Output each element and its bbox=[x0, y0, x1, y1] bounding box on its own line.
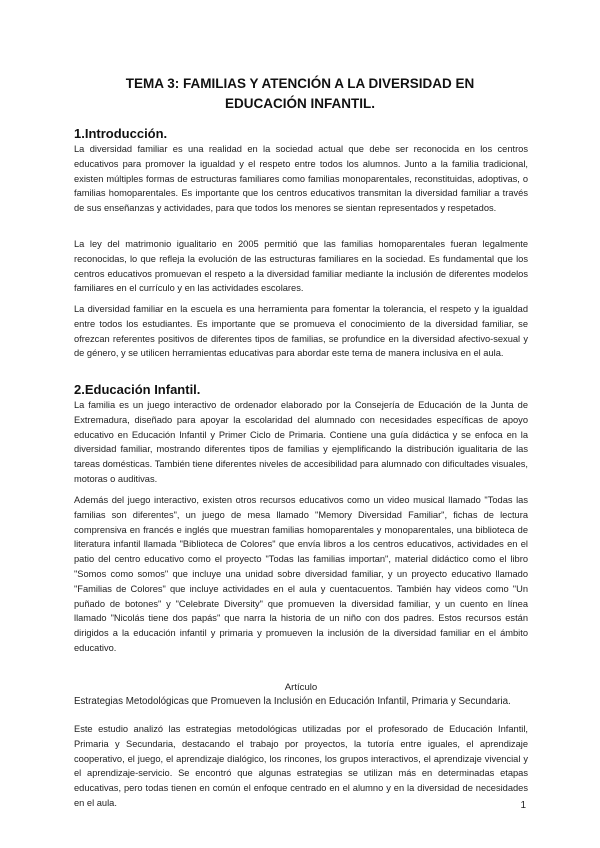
section-2-paragraph-2: Además del juego interactivo, existen otros recursos educativos como un video musical llamado "Todas las familias son diferentes", un juego de mesa llamado "Memory Diversidad Familiar", fichas de lectura comprensiva en francés e inglés que muestran familias homoparentales y monoparentales, una biblioteca de literatura infantil llamada "Biblioteca de Colores" que envía libros a los centros educativos, actividades en el patio del centro educativo como el proyecto "Todas las familias importan", material didáctico como el libro "Somos como somos" que incluye una unidad sobre diversidad familiar, y un proyecto educativo llamado "Familias de Colores" que incluye actividades en el aula y cuentacuentos. También hay videos como "Un puñado de botones" y "Celebrate Diversity" que promueven la diversidad familiar, y un cuento en línea llamado "Nicolás tiene dos papás" que narra la historia de un niño con dos padres. Estos recursos están dirigidos a la educación infantil y primaria y promueven la inclusión de la diversidad familiar en el ámbito educativo. bbox=[74, 495, 528, 653]
section-1-heading: 1.Introducción. bbox=[74, 126, 168, 141]
section-2-paragraph-1: La familia es un juego interactivo de ordenador elaborado por la Consejería de Educación de la Junta de Extremadura, diseñado para apoyar la escolaridad del alumnado con necesidades específicas de apoyo educativo en Educación Infantil y Primer Ciclo de Primaria. Contiene una guía didáctica y se enfoca en la diversidad familiar, mostrando diferentes tipos de familias y ejemplificando la distribución igualitaria de las tareas domésticas. También tiene diferentes niveles de accesibilidad para alumnado con dificultades visuales, motoras o auditivas. bbox=[74, 400, 528, 484]
title-line-1: TEMA 3: FAMILIAS Y ATENCIÓN A LA DIVERSIDAD EN bbox=[125, 76, 475, 91]
article-label: Artículo bbox=[284, 682, 318, 693]
page-number: 1 bbox=[520, 800, 526, 811]
section-2-heading: 2.Educación Infantil. bbox=[74, 382, 201, 397]
document-title bbox=[60, 74, 540, 114]
article-title: Estrategias Metodológicas que Promueven la Inclusión en Educación Infantil, Primaria y Secundaria. bbox=[74, 696, 511, 707]
article-body: Este estudio analizó las estrategias metodológicas utilizadas por el profesorado de Educación Infantil, Primaria y Secundaria, destacando el trabajo por proyectos, la tutoría entre iguales, el aprendizaje cooperativo, el juego, el aprendizaje dialógico, los rincones, los grupos interactivos, el aprendizaje vivencial y el aprendizaje-servicio. Se encontró que algunas estrategias se utilizan más en determinadas etapas educativas, pero todas tienen en común el enfoque centrado en el alumno y en la diversidad de necesidades en el aula. bbox=[74, 724, 528, 808]
section-1-paragraph-3: La diversidad familiar en la escuela es una herramienta para fomentar la tolerancia, el respeto y la igualdad entre todos los estudiantes. Es importante que se promueva el conocimiento de la diversidad familiar, se ofrezcan referentes positivos de diferentes tipos de familias, se profundice en la diversidad afectivo-sexual y de género, y se utilicen herramientas educativas para abordar este tema de manera inclusiva en el aula. bbox=[74, 304, 528, 359]
section-1-paragraph-1: La diversidad familiar es una realidad en la sociedad actual que debe ser reconocida en los centros educativos para promover la igualdad y el respeto entre todos los alumnos. Junto a la familia tradicional, existen múltiples formas de estructuras familiares como familias monoparentales, reconstituidas, adoptivas, o familias homoparentales. Es importante que los centros educativos transmitan la diversidad familiar a través de sus enseñanzas y actividades, para que todos los menores se sientan representados y respetados. bbox=[74, 144, 528, 214]
title-line-2: EDUCACIÓN INFANTIL. bbox=[225, 96, 375, 111]
section-1-paragraph-2: La ley del matrimonio igualitario en 2005 permitió que las familias homoparentales fueran legalmente reconocidas, lo que refleja la evolución de las estructuras familiares en la sociedad. Es fundamental que los centros educativos promuevan el respeto a la diversidad familiar mediante la inclusión de diferentes modelos familiares en el currículo y en las actividades escolares. bbox=[74, 239, 528, 294]
